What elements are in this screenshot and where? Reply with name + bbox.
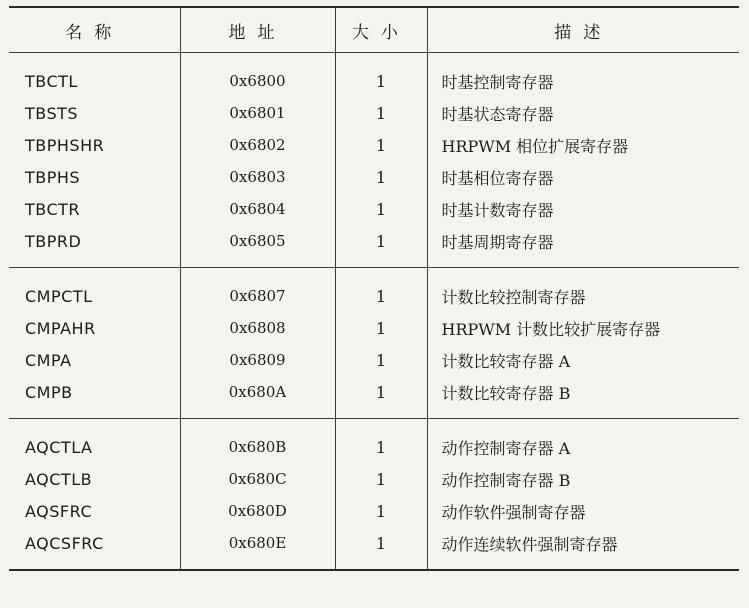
register-address: 0x6809 — [180, 344, 335, 376]
register-description: 时基计数寄存器 — [427, 193, 739, 225]
register-name: TBPHSHR — [25, 135, 105, 155]
register-description: 动作连续软件强制寄存器 — [427, 527, 739, 570]
register-size: 1 — [335, 463, 427, 495]
table-row — [9, 495, 739, 527]
table-row — [9, 312, 739, 344]
register-description: 时基相位寄存器 — [427, 161, 739, 193]
table-row — [9, 344, 739, 376]
register-name: TBPHS — [25, 167, 81, 187]
register-size: 1 — [335, 376, 427, 419]
register-size: 1 — [335, 225, 427, 268]
table-row — [9, 419, 739, 464]
register-size: 1 — [335, 97, 427, 129]
register-address: 0x6807 — [180, 268, 335, 313]
table-row — [9, 53, 739, 98]
header-row — [9, 7, 739, 53]
register-description: 计数比较寄存器 A — [427, 344, 739, 376]
table-row — [9, 225, 739, 268]
register-description: 时基控制寄存器 — [427, 53, 739, 98]
table-row — [9, 376, 739, 419]
register-description: 计数比较控制寄存器 — [427, 268, 739, 313]
register-address: 0x6805 — [180, 225, 335, 268]
register-address: 0x680E — [180, 527, 335, 570]
table-header — [9, 7, 739, 53]
table-row — [9, 463, 739, 495]
register-description: 动作控制寄存器 B — [427, 463, 739, 495]
register-address: 0x6804 — [180, 193, 335, 225]
register-name: AQCTLA — [9, 419, 180, 464]
register-size: 1 — [335, 312, 427, 344]
register-description: 时基周期寄存器 — [427, 225, 739, 268]
register-address: 0x6802 — [180, 129, 335, 161]
table-row — [9, 161, 739, 193]
register-size: 1 — [335, 129, 427, 161]
register-address: 0x680D — [180, 495, 335, 527]
table-body — [9, 53, 739, 571]
register-name: AQCSFRC — [25, 533, 104, 553]
register-address: 0x6803 — [180, 161, 335, 193]
register-size: 1 — [335, 161, 427, 193]
table-row — [9, 268, 739, 313]
register-description: 动作软件强制寄存器 — [427, 495, 739, 527]
register-address: 0x6801 — [180, 97, 335, 129]
table-row — [9, 97, 739, 129]
register-table — [9, 6, 739, 571]
register-size: 1 — [335, 527, 427, 570]
table-row — [9, 129, 739, 161]
register-description: 时基状态寄存器 — [427, 97, 739, 129]
register-size: 1 — [335, 419, 427, 464]
header-description: 描述 — [427, 7, 739, 53]
register-name: TBCTL — [25, 71, 78, 91]
register-description: 动作控制寄存器 A — [427, 419, 739, 464]
register-name: TBPRD — [25, 231, 82, 251]
register-name: AQSFRC — [25, 501, 93, 521]
header-size: 大小 — [335, 7, 427, 53]
register-size: 1 — [335, 344, 427, 376]
register-description: HRPWM 计数比较扩展寄存器 — [427, 312, 739, 344]
register-size: 1 — [335, 53, 427, 98]
register-size: 1 — [335, 268, 427, 313]
register-address: 0x680B — [180, 419, 335, 464]
register-size: 1 — [335, 495, 427, 527]
register-size: 1 — [335, 193, 427, 225]
register-address: 0x680C — [180, 463, 335, 495]
register-description: HRPWM 相位扩展寄存器 — [427, 129, 739, 161]
register-address: 0x6800 — [180, 53, 335, 98]
register-name: CMPA — [25, 350, 72, 370]
register-description: 计数比较寄存器 B — [427, 376, 739, 419]
header-name: 名称 — [9, 7, 180, 53]
register-name: CMPB — [25, 382, 73, 402]
register-name: CMPAHR — [25, 318, 96, 338]
register-name: AQCTLB — [25, 469, 93, 489]
register-name: TBSTS — [25, 103, 79, 123]
table-row — [9, 193, 739, 225]
table-row — [9, 527, 739, 570]
register-name: CMPCTL — [9, 268, 180, 313]
register-address: 0x6808 — [180, 312, 335, 344]
register-name: TBCTR — [25, 199, 81, 219]
register-address: 0x680A — [180, 376, 335, 419]
header-address: 地址 — [180, 7, 335, 53]
